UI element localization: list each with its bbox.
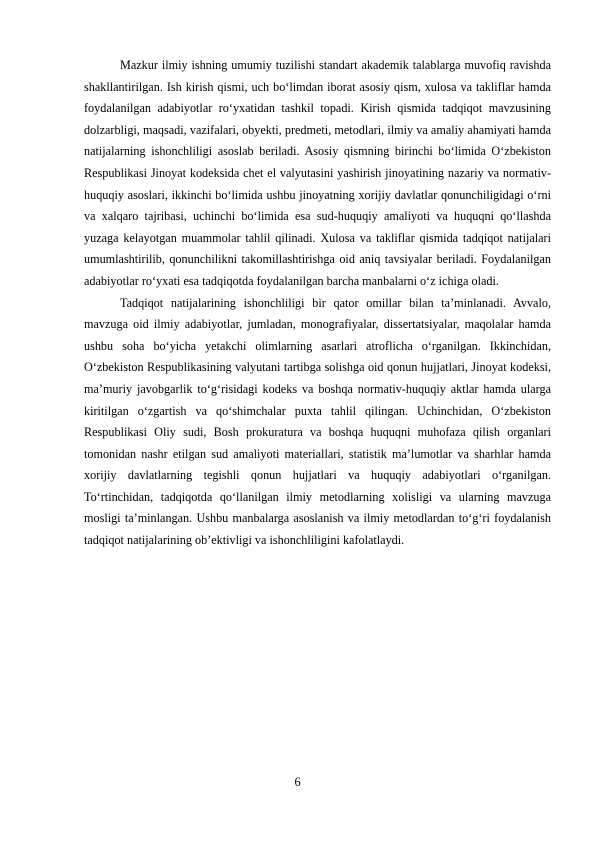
page-body [84, 55, 551, 552]
page-number: 6 [294, 775, 301, 789]
paragraph-structure: Mazkur ilmiy ishning umumiy tuzilishi standart akademik talablarga muvofiq ravishda shakllantirilgan. Ish kirish qismi, uch bo‘limdan iborat asosiy qism, xulosa va takliflar hamda foydalanilgan adabiyotlar ro‘yxatidan tashkil topadi. Kirish qismida tadqiqot mavzusining dolzarbligi, maqsadi, vazifalari, obyekti, predmeti, metodlari, ilmiy va amaliy ahamiyati hamda natijalarning ishonchliligi asoslab beriladi. Asosiy qismning birinchi bo‘limida O‘zbekiston Respublikasi Jinoyat kodeksida chet el valyutasini yashirish jinoyatining nazariy va normativ-huquqiy asoslari, ikkinchi bo‘limida ushbu jinoyatning xorijiy davlatlar qonunchiligidagi o‘rni va xalqaro tajribasi, uchinchi bo‘limida esa sud-huquqiy amaliyoti va huquqni qo‘llashda yuzaga kelayotgan muammolar tahlil qilinadi. Xulosa va takliflar qismida tadqiqot natijalari umumlashtirilib, qonunchilikni takomillashtirishga oid aniq tavsiyalar beriladi. Foydalanilgan adabiyotlar ro‘yxati esa tadqiqotda foydalanilgan barcha manbalarni o‘z ichiga oladi. [84, 58, 551, 288]
paragraph-reliability: Tadqiqot natijalarining ishonchliligi bir qator omillar bilan ta’minlanadi. Avvalo, mavzuga oid ilmiy adabiyotlar, jumladan, monografiyalar, dissertatsiyalar, maqolalar hamda ushbu soha bo‘yicha yetakchi olimlarning asarlari atroflicha o‘rganilgan. Ikkinchidan, O‘zbekiston Respublikasining valyutani tartibga solishga oid qonun hujjatlari, Jinoyat kodeksi, ma’muriy javobgarlik to‘g‘risidagi kodeks va boshqa normativ-huquqiy aktlar hamda ularga kiritilgan o‘zgartish va qo‘shimchalar puxta tahlil qilingan. Uchinchidan, O‘zbekiston Respublikasi Oliy sudi, Bosh prokuratura va boshqa huquqni muhofaza qilish organlari tomonidan nashr etilgan sud amaliyoti materiallari, statistik ma’lumotlar va sharhlar hamda xorijiy davlatlarning tegishli qonun hujjatlari va huquqiy adabiyotlari o‘rganilgan. To‘rtinchidan, tadqiqotda qo‘llanilgan ilmiy metodlarning xolisligi va ularning mavzuga mosligi ta’minlangan. Ushbu manbalarga asoslanish va ilmiy metodlardan to‘g‘ri foydalanish tadqiqot natijalarining ob’ektivligi va ishonchliligini kafolatlaydi. [84, 295, 551, 548]
